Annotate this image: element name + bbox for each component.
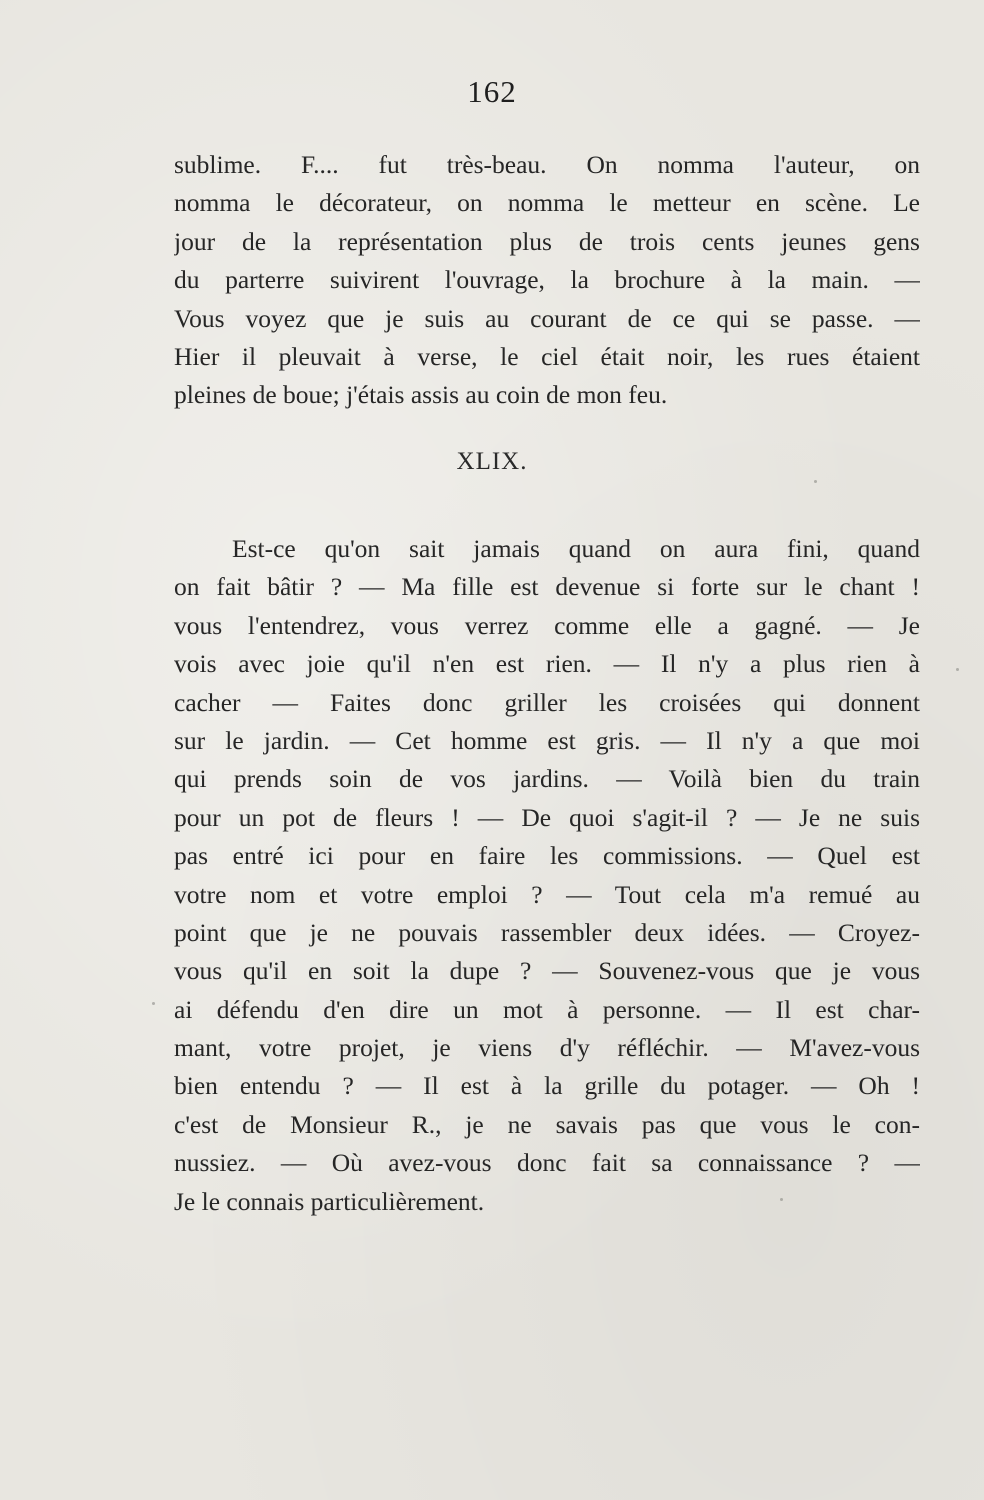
text-line: sublime. F.... fut très-beau. On nomma l'auteur, on bbox=[174, 150, 920, 179]
text-line: bien entendu ? — Il est à la grille du potager. — Oh ! bbox=[174, 1071, 920, 1101]
text-line: on fait bâtir ? — Ma fille est devenue si forte sur le chant ! bbox=[174, 572, 920, 602]
text-line: nomma le décorateur, on nomma le metteur en scène. Le bbox=[174, 188, 920, 218]
text-line: vous qu'il en soit la dupe ? — Souvenez-vous que je vous bbox=[174, 956, 920, 986]
paragraph-continued bbox=[174, 146, 920, 415]
text-line: pleines de boue; j'étais assis au coin de mon feu. bbox=[174, 380, 668, 410]
text-line: nussiez. — Où avez-vous donc fait sa connaissance ? — bbox=[174, 1148, 920, 1178]
text-line: Est-ce qu'on sait jamais quand on aura fini, quand bbox=[232, 534, 920, 563]
text-line: mant, votre projet, je viens d'y réfléchir. — M'avez-vous bbox=[174, 1033, 920, 1063]
paper-speck bbox=[780, 1198, 783, 1201]
text-line: c'est de Monsieur R., je ne savais pas que vous le con- bbox=[174, 1109, 920, 1139]
section-heading: XLIX. bbox=[456, 448, 528, 475]
paragraph-xlix bbox=[174, 530, 920, 1221]
paper-speck bbox=[814, 480, 817, 483]
text-line: jour de la représentation plus de trois cents jeunes gens bbox=[174, 226, 920, 256]
text-line: vous l'entendrez, vous verrez comme elle a gagné. — Je bbox=[174, 610, 920, 640]
text-line: votre nom et votre emploi ? — Tout cela m'a remué au bbox=[174, 879, 920, 909]
text-line: vois avec joie qu'il n'en est rien. — Il n'y a plus rien à bbox=[174, 649, 920, 679]
text-line: sur le jardin. — Cet homme est gris. — Il n'y a que moi bbox=[174, 725, 920, 755]
text-line: Vous voyez que je suis au courant de ce qui se passe. — bbox=[174, 303, 920, 333]
text-line: qui prends soin de vos jardins. — Voilà bien du train bbox=[174, 764, 920, 794]
text-line: point que je ne pouvais rassembler deux idées. — Croyez- bbox=[174, 917, 920, 947]
text-line: Je le connais particulièrement. bbox=[174, 1186, 485, 1216]
text-line: pas entré ici pour en faire les commissions. — Quel est bbox=[174, 841, 920, 871]
text-line: pour un pot de fleurs ! — De quoi s'agit-il ? — Je ne suis bbox=[174, 802, 920, 832]
page-number: 162 bbox=[467, 74, 517, 109]
text-line: cacher — Faites donc griller les croisées qui donnent bbox=[174, 687, 920, 717]
text-line: Hier il pleuvait à verse, le ciel était noir, les rues étaient bbox=[174, 341, 920, 371]
text-line: ai défendu d'en dire un mot à personne. — Il est char- bbox=[174, 994, 920, 1024]
paper-speck bbox=[152, 1002, 155, 1005]
text-line: du parterre suivirent l'ouvrage, la brochure à la main. — bbox=[174, 265, 920, 295]
paper-speck bbox=[956, 668, 959, 671]
